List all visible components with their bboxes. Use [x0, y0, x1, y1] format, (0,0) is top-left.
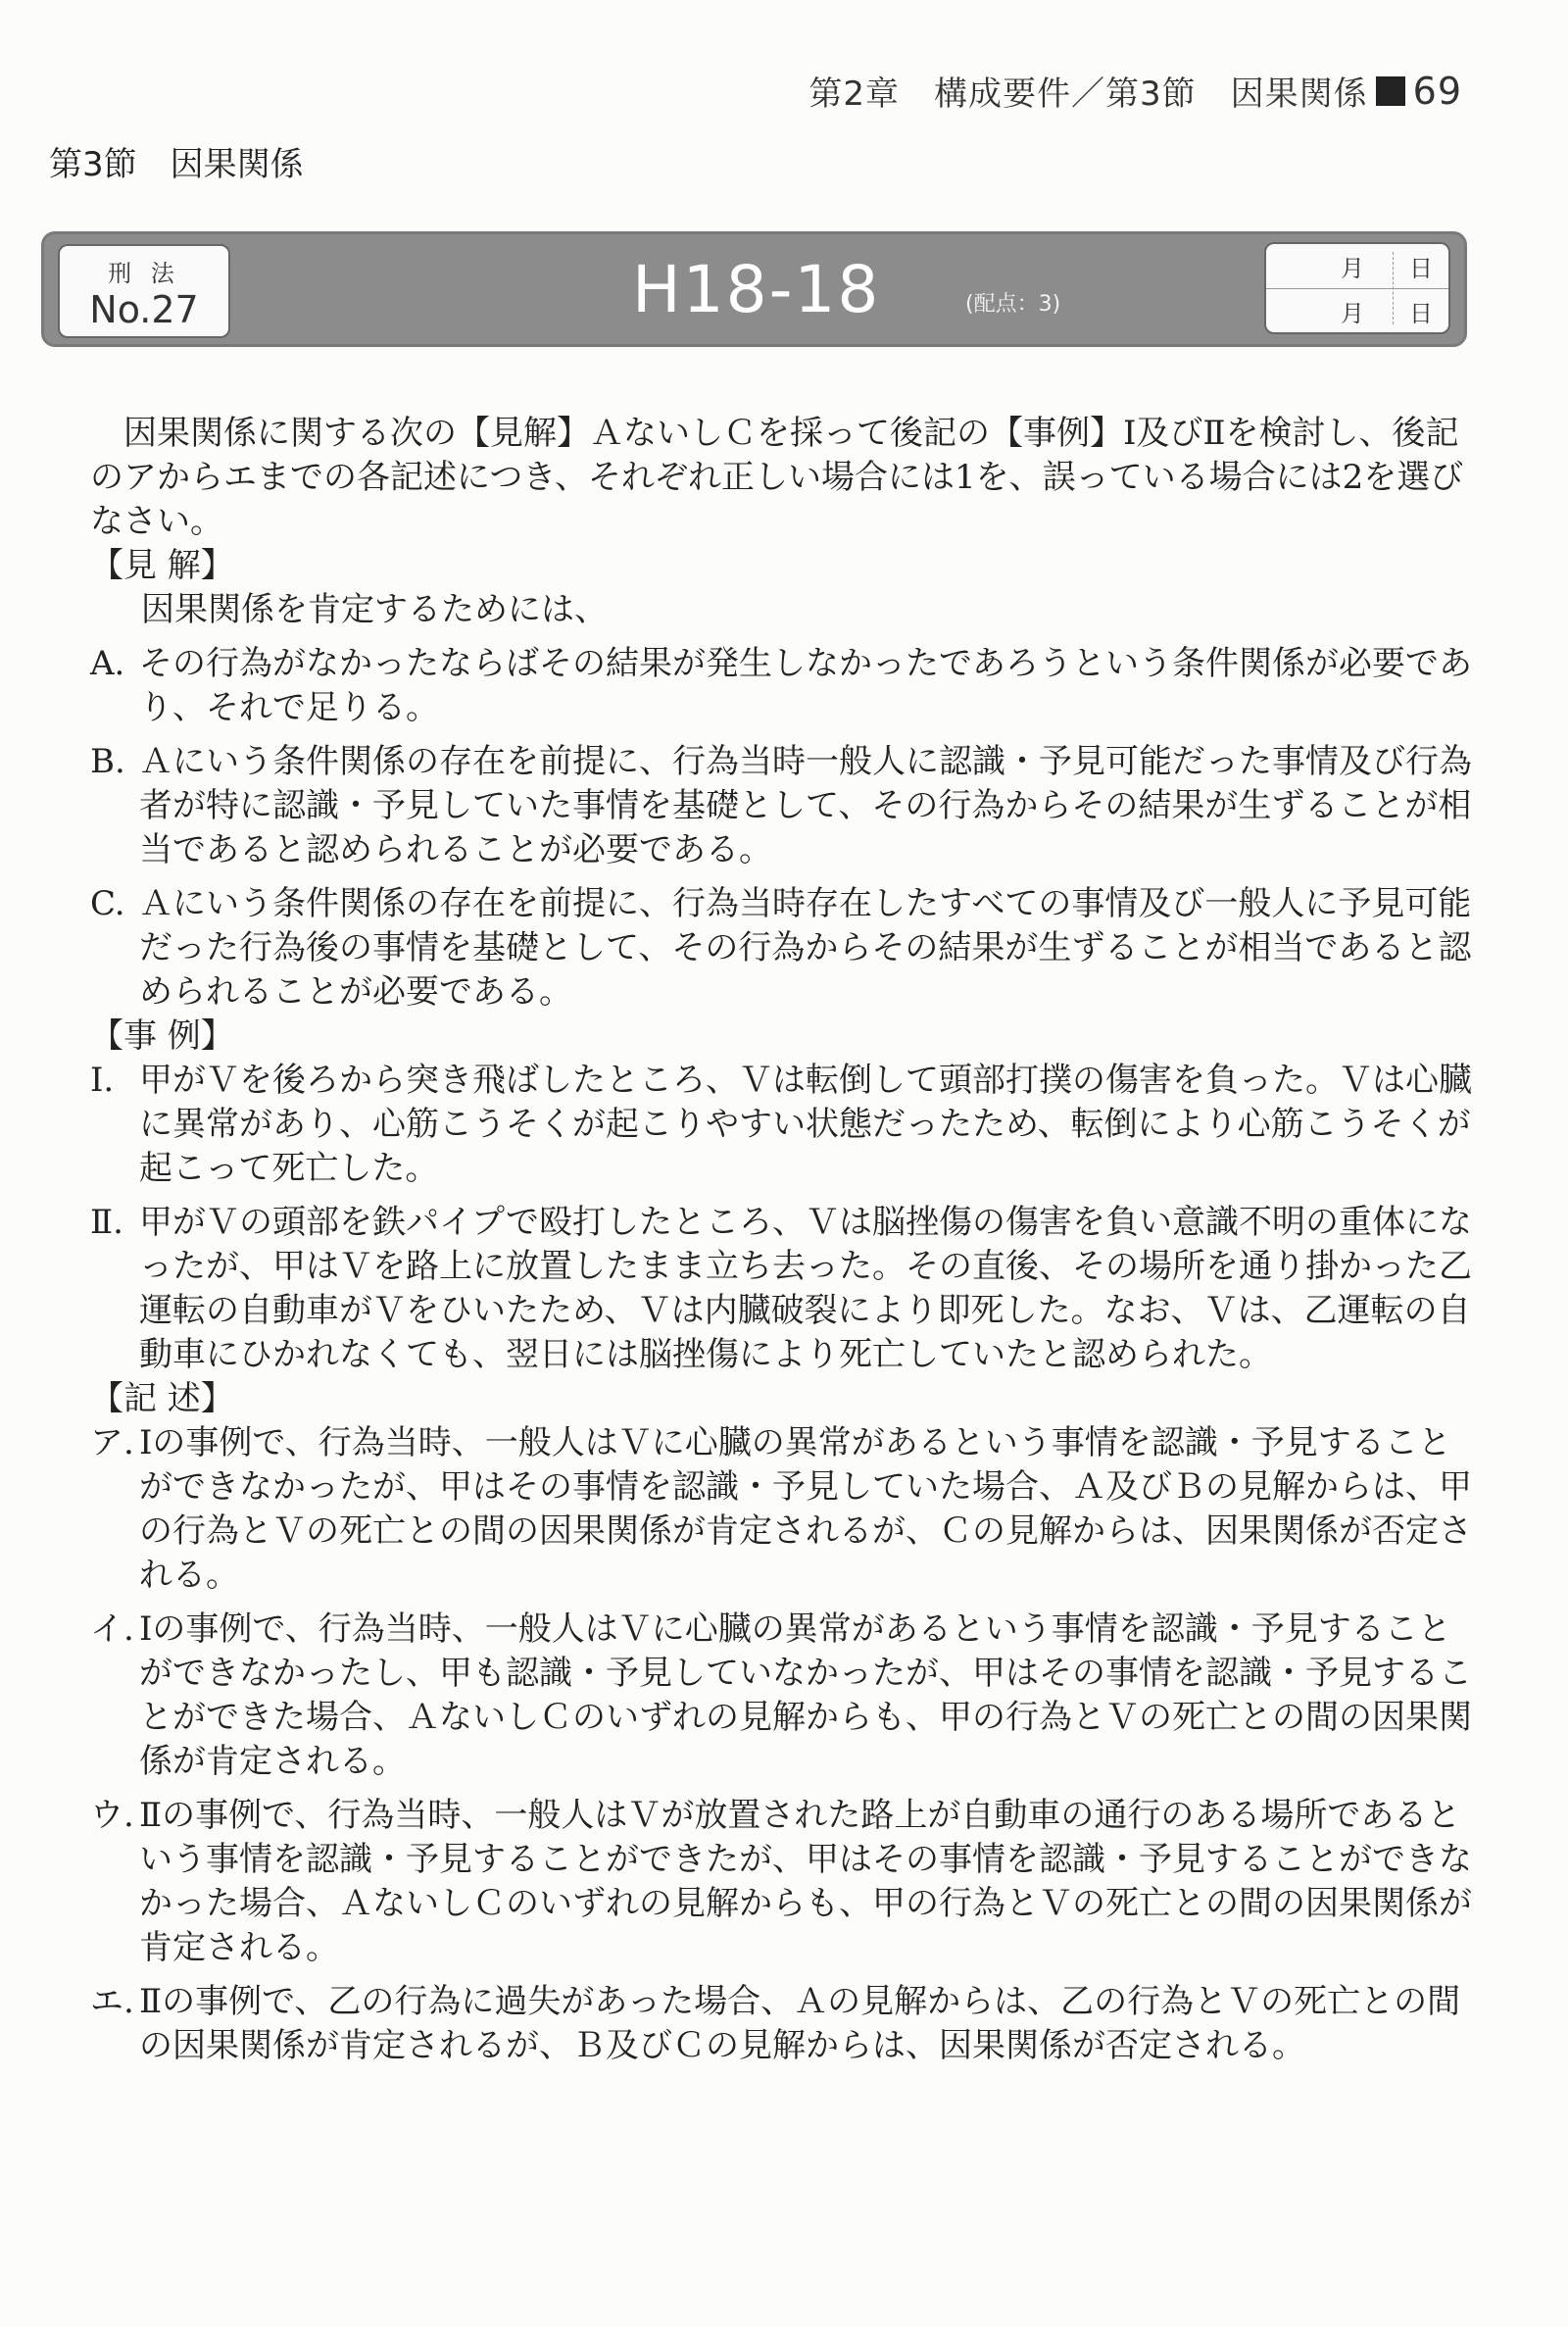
date-divider [1393, 252, 1394, 324]
question-number: No.27 [89, 288, 199, 331]
view-text: Ａにいう条件関係の存在を前提に、行為当時一般人に認識・予見可能だった事情及び行為者が特に認識・予見していた事情を基礎として、その行為からその結果が生ずることが相当であると認められることが必要である。 [139, 742, 1472, 869]
view-item [90, 740, 1472, 872]
statement-text: Ⅰの事例で、行為当時、一般人はＶに心臓の異常があるという事情を認識・予見することができなかったが、甲はその事情を認識・予見していた場合、Ａ及びＢの見解からは、甲の行為とＶの死亡との間の因果関係が肯定されるが、Ｃの見解からは、因果関係が否定される。 [139, 1423, 1472, 1595]
page-number: 69 [1412, 69, 1462, 113]
date-row-2 [1266, 289, 1448, 333]
statement-text: Ⅰの事例で、行為当時、一般人はＶに心臓の異常があるという事情を認識・予見することができなかったし、甲も認識・予見していなかったが、甲はその事情を認識・予見することができた場合、ＡないしＣのいずれの見解からも、甲の行為とＶの死亡との間の因果関係が肯定される。 [139, 1609, 1472, 1781]
view-label: A. [90, 644, 125, 683]
view-label: C. [90, 884, 125, 923]
statement-label: ウ. [90, 1796, 134, 1835]
subject-label: 刑 法 [108, 260, 180, 287]
study-date-box [1264, 242, 1450, 334]
section-title: 第3節 因果関係 [49, 145, 304, 184]
day-label: 日 [1409, 300, 1433, 327]
running-header [808, 67, 1462, 115]
view-label: B. [90, 742, 125, 781]
case-label: Ⅱ. [90, 1203, 123, 1242]
exam-id: H18-18 [632, 252, 881, 327]
month-label: 月 [1341, 255, 1364, 282]
question-intro: 因果関係に関する次の【見解】ＡないしＣを採って後記の【事例】Ⅰ及びⅡを検討し、後記のアからエまでの各記述につき、それぞれ正しい場合には1を、誤っている場合には2を選びなさい。 [90, 414, 1464, 541]
statement-text: Ⅱの事例で、乙の行為に過失があった場合、Ａの見解からは、乙の行為とＶの死亡との間の因果関係が肯定されるが、Ｂ及びＣの見解からは、因果関係が否定される。 [139, 1982, 1461, 2065]
day-label: 日 [1409, 255, 1433, 282]
statement-item [90, 1794, 1472, 1970]
statements-heading: 【記 述】 [90, 1379, 234, 1418]
statement-item [90, 1608, 1472, 1784]
case-text: 甲がＶの頭部を鉄パイプで殴打したところ、Ｖは脳挫傷の傷害を負い意識不明の重体になったが、甲はＶを路上に放置したまま立ち去った。その直後、その場所を通り掛かった乙運転の自動車がＶをひいたため、Ｖは内臓破裂により即死した。なお、Ｖは、乙運転の自動車にひかれなくても、翌日には脳挫傷により死亡していたと認められた。 [139, 1203, 1472, 1374]
header-square-icon [1376, 76, 1405, 106]
statement-label: エ. [90, 1982, 134, 2021]
view-item [90, 882, 1472, 1015]
month-label: 月 [1341, 300, 1364, 327]
case-item [90, 1201, 1472, 1377]
view-item [90, 642, 1472, 730]
case-text: 甲がＶを後ろから突き飛ばしたところ、Ｖは転倒して頭部打撲の傷害を負った。Ｖは心臓に異常があり、心筋こうそくが起こりやすい状態だったため、転倒により心筋こうそくが起こって死亡した。 [139, 1061, 1472, 1188]
statement-item [90, 1980, 1472, 2068]
running-header-text: 第2章 構成要件／第3節 因果関係 [808, 74, 1368, 114]
statement-label: イ. [90, 1609, 134, 1649]
case-item [90, 1059, 1472, 1191]
views-heading: 【見 解】 [90, 546, 234, 585]
question-body [90, 412, 1472, 2068]
subject-box [58, 244, 230, 338]
question-banner [41, 231, 1467, 347]
statement-text: Ⅱの事例で、行為当時、一般人はＶが放置された路上が自動車の通行のある場所であるという事情を認識・予見することができたが、甲はその事情を認識・予見することができなかった場合、ＡないしＣのいずれの見解からも、甲の行為とＶの死亡との間の因果関係が肯定される。 [139, 1796, 1472, 1967]
view-text: その行為がなかったならばその結果が発生しなかったであろうという条件関係が必要であり、それで足りる。 [139, 644, 1472, 727]
view-text: Ａにいう条件関係の存在を前提に、行為当時存在したすべての事情及び一般人に予見可能だった行為後の事情を基礎として、その行為からその結果が生ずることが相当であると認められることが必要である。 [139, 884, 1472, 1012]
date-row-1 [1266, 244, 1448, 289]
points-label: (配点：3) [965, 292, 1061, 317]
case-label: Ⅰ. [90, 1061, 115, 1100]
views-lead: 因果関係を肯定するためには、 [141, 590, 608, 629]
statement-label: ア. [90, 1423, 134, 1462]
cases-heading: 【事 例】 [90, 1016, 234, 1056]
statement-item [90, 1421, 1472, 1598]
